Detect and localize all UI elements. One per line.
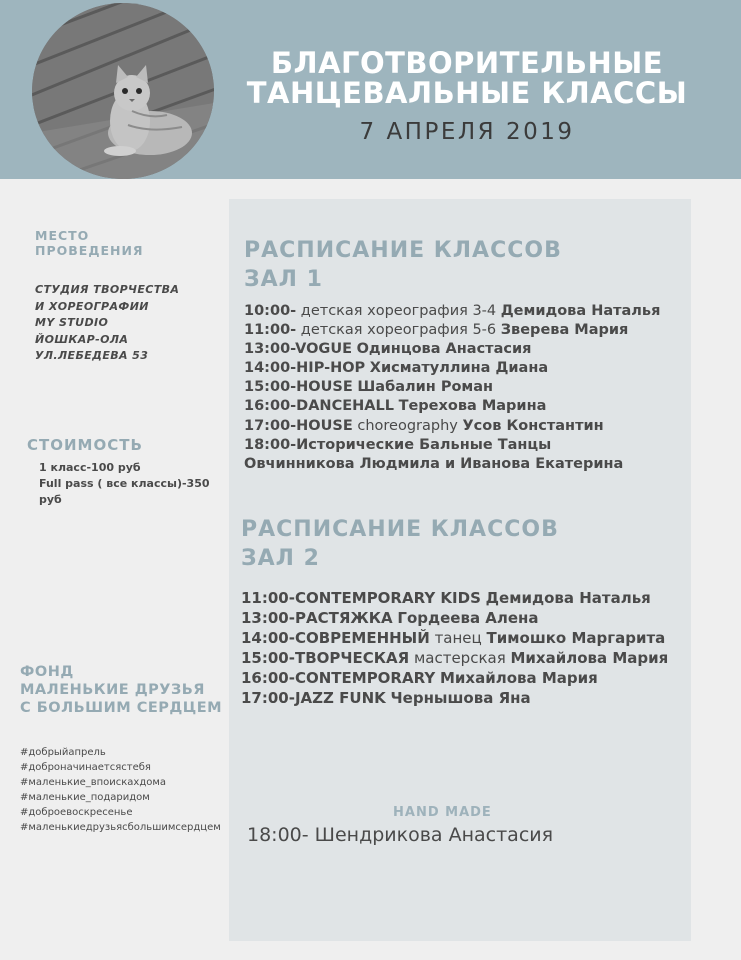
- class-name: детская хореография 5-6: [296, 322, 501, 339]
- class-time: 11:00-: [244, 322, 297, 339]
- schedule-row: [244, 417, 660, 436]
- fund-line: С БОЛЬШИМ СЕРДЦЕМ: [20, 700, 223, 716]
- fund-name: [20, 663, 222, 717]
- hashtag: #добрыйапрель: [20, 747, 106, 758]
- price-line: 1 класс-100 руб: [39, 461, 141, 474]
- hall1-title-line2: ЗАЛ 1: [244, 267, 323, 292]
- hashtag: #маленькиедрузьясбольшимсердцем: [20, 822, 221, 833]
- class-name: мастерская: [409, 649, 511, 667]
- schedule-row: [241, 648, 668, 668]
- class-time: 16:00-DANCEHALL: [244, 398, 394, 415]
- class-time: 17:00-HOUSE: [244, 417, 353, 434]
- class-time: 10:00-: [244, 303, 297, 319]
- title-line-2: ТАНЦЕВАЛЬНЫЕ КЛАССЫ: [246, 76, 688, 110]
- schedule-row: [244, 302, 660, 321]
- venue-line: СТУДИЯ ТВОРЧЕСТВА: [35, 283, 180, 296]
- venue-label: [35, 228, 144, 258]
- fund-line: ФОНД: [20, 664, 74, 680]
- class-time: 11:00-CONTEMPORARY KIDS: [241, 589, 481, 607]
- class-teacher: Хисматуллина Диана: [369, 360, 549, 377]
- venue-line: MY STUDIO: [35, 316, 109, 330]
- class-teacher: Чернышова Яна: [390, 689, 531, 707]
- event-date: 7 АПРЕЛЯ 2019: [359, 119, 575, 145]
- event-title: [232, 48, 702, 108]
- class-teacher: Михайлова Мария: [510, 649, 669, 667]
- class-teacher: Тимошко Маргарита: [486, 629, 666, 647]
- class-teacher: Усов Константин: [462, 417, 604, 434]
- price-list: [39, 460, 219, 508]
- class-teacher: Михайлова Мария: [439, 669, 598, 687]
- schedule-row: [241, 608, 668, 628]
- class-time: 15:00-HOUSE: [244, 379, 353, 396]
- class-teacher: Терехова Марина: [398, 398, 547, 415]
- schedule-row: [241, 588, 668, 608]
- hashtag: #маленькие_впоискахдома: [20, 777, 167, 788]
- class-teacher: Овчинникова Людмила и Иванова Екатерина: [244, 455, 624, 472]
- class-teacher: Одинцова Анастасия: [356, 341, 532, 358]
- schedule-row: [244, 397, 660, 416]
- hall1-title-line1: РАСПИСАНИЕ КЛАССОВ: [244, 238, 562, 263]
- class-name: choreography: [352, 417, 463, 434]
- price-line: Full pass ( все классы)-350 руб: [39, 477, 210, 506]
- hall2-title: [241, 515, 559, 573]
- hall1-title: [244, 236, 562, 294]
- venue-label-line2: ПРОВЕДЕНИЯ: [35, 243, 144, 258]
- venue-line: УЛ.ЛЕБЕДЕВА 53: [35, 349, 149, 363]
- hall2-title-line1: РАСПИСАНИЕ КЛАССОВ: [241, 517, 559, 542]
- class-teacher: Демидова Наталья: [500, 303, 661, 319]
- hall1-schedule: [244, 302, 660, 474]
- header-banner: [0, 0, 741, 179]
- class-time: 14:00-СОВРЕМЕННЫЙ: [241, 629, 430, 647]
- class-teacher: Демидова Наталья: [485, 589, 651, 607]
- handmade-label: HAND MADE: [393, 805, 492, 820]
- hashtag: #доброевоскресенье: [20, 807, 133, 818]
- class-teacher: Зверева Мария: [500, 322, 629, 339]
- price-label: СТОИМОСТЬ: [27, 436, 143, 454]
- schedule-row: [244, 378, 660, 397]
- class-time: 16:00-CONTEMPORARY: [241, 669, 436, 687]
- schedule-row: [244, 455, 660, 474]
- venue-address: [35, 282, 179, 365]
- schedule-row: [244, 340, 660, 359]
- class-time: 14:00-HIP-HOP: [244, 360, 366, 377]
- schedule-row: [244, 436, 660, 455]
- class-time: 18:00-Исторические Бальные Танцы: [244, 436, 552, 453]
- schedule-row: [241, 628, 668, 648]
- schedule-row: [244, 359, 660, 378]
- fund-line: МАЛЕНЬКИЕ ДРУЗЬЯ: [20, 682, 205, 698]
- title-line-1: БЛАГОТВОРИТЕЛЬНЫЕ: [270, 46, 664, 80]
- hashtag: #маленькие_подаридом: [20, 792, 150, 803]
- handmade-line: 18:00- Шендрикова Анастасия: [247, 824, 554, 846]
- class-time: 15:00-ТВОРЧЕСКАЯ: [241, 649, 410, 667]
- schedule-row: [241, 688, 668, 708]
- hall2-title-line2: ЗАЛ 2: [241, 546, 320, 571]
- venue-line: ЙОШКАР-ОЛА: [35, 332, 129, 346]
- class-time: 17:00-JAZZ FUNK: [241, 689, 386, 707]
- schedule-row: [244, 321, 660, 340]
- venue-label-line1: МЕСТО: [35, 228, 90, 243]
- hall2-schedule: [241, 588, 668, 708]
- class-time: 13:00-РАСТЯЖКА: [241, 609, 393, 627]
- schedule-row: [241, 668, 668, 688]
- class-name: танец: [429, 629, 487, 647]
- class-time: 13:00-VOGUE: [244, 341, 352, 358]
- hashtag-list: [20, 745, 221, 835]
- cat-image-icon: [32, 3, 214, 179]
- venue-line: И ХОРЕОГРАФИИ: [35, 299, 149, 313]
- class-name: детская хореография 3-4: [296, 303, 501, 319]
- hashtag: #доброначинаетсястебя: [20, 762, 151, 773]
- class-teacher: Гордеева Алена: [397, 609, 539, 627]
- class-teacher: Шабалин Роман: [357, 379, 494, 396]
- cat-photo: [32, 3, 214, 179]
